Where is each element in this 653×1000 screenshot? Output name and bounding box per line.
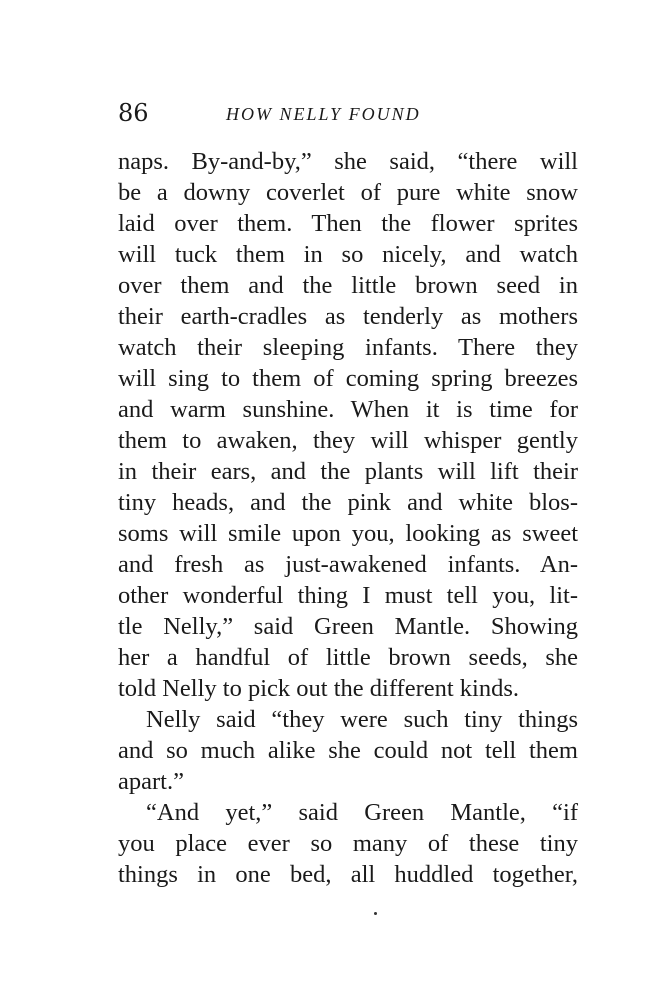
text-line: soms will smile upon you, looking as sweet [118, 520, 578, 547]
text-line: watch their sleeping infants. There they [118, 334, 578, 361]
page-number: 86 [118, 99, 149, 127]
body-text [118, 146, 578, 890]
text-line: “And yet,” said Green Mantle, “if [146, 799, 578, 826]
text-line: you place ever so many of these tiny [118, 830, 578, 857]
text-line: laid over them. Then the flower sprites [118, 210, 578, 237]
text-line: in their ears, and the plants will lift their [118, 458, 578, 485]
text-line: them to awaken, they will whisper gently [118, 427, 578, 454]
text-line: other wonderful thing I must tell you, lit- [118, 582, 578, 609]
text-line: her a handful of little brown seeds, she [118, 644, 578, 671]
text-line: will sing to them of coming spring breezes [118, 365, 578, 392]
text-line: their earth-cradles as tenderly as mothers [118, 303, 578, 330]
text-line: tle Nelly,” said Green Mantle. Showing [118, 613, 578, 640]
text-line: over them and the little brown seed in [118, 272, 578, 299]
text-line: apart.” [118, 768, 184, 795]
text-line: tiny heads, and the pink and white blos- [118, 489, 578, 516]
page-header [118, 98, 578, 128]
text-line: be a downy coverlet of pure white snow [118, 179, 578, 206]
text-line: will tuck them in so nicely, and watch [118, 241, 578, 268]
text-line: things in one bed, all huddled together, [118, 861, 578, 888]
text-line: naps. By-and-by,” she said, “there will [118, 148, 578, 175]
ink-speck [374, 912, 377, 915]
text-line: and warm sunshine. When it is time for [118, 396, 578, 423]
running-head: HOW NELLY FOUND [226, 104, 421, 124]
text-line: told Nelly to pick out the different kinds. [118, 675, 520, 702]
text-line: and fresh as just-awakened infants. An- [118, 551, 578, 578]
text-line: and so much alike she could not tell them [118, 737, 578, 764]
text-line: Nelly said “they were such tiny things [146, 706, 578, 733]
